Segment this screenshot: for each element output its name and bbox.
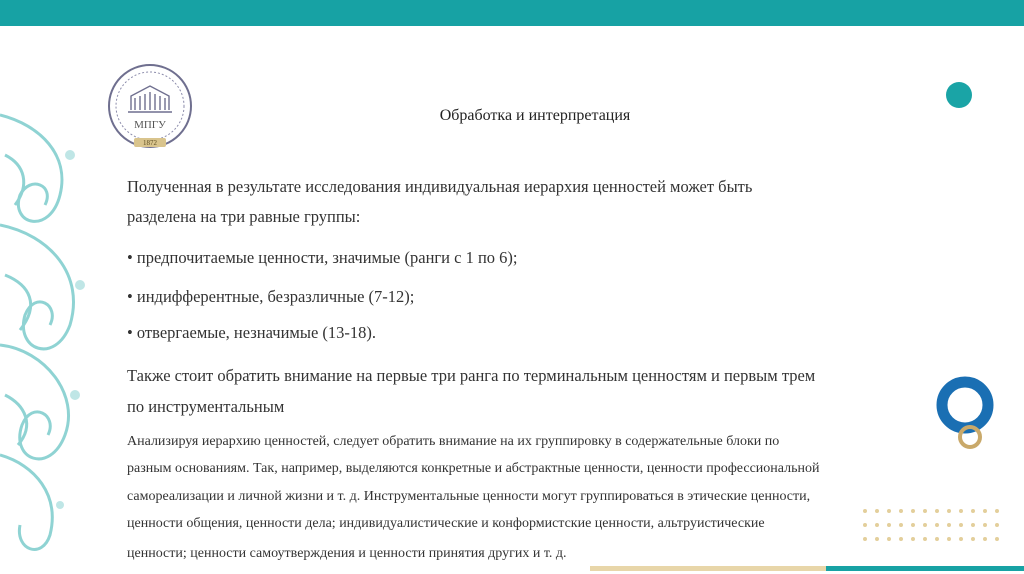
bullet-item: • индифферентные, безразличные (7-12);	[127, 287, 415, 306]
slide-title: Обработка и интерпретация	[439, 107, 631, 124]
gold-ring-icon	[956, 423, 984, 451]
university-seal-icon	[104, 62, 196, 154]
floral-ornament-icon	[0, 95, 100, 565]
bullet-item: • предпочитаемые ценности, значимые (ранги с 1 по 6);	[127, 248, 518, 267]
detail-text-line: разным основаниям. Так, например, выделяются конкретные и абстрактные ценности, ценности профессиональной	[127, 461, 820, 476]
dot-grid-icon	[860, 505, 1000, 555]
intro-text-line-1: Полученная в результате исследования индивидуальная иерархия ценностей может быть	[127, 177, 753, 196]
note-text-line-1: Также стоит обратить внимание на первые три ранга по терминальным ценностям и первым трем	[127, 366, 816, 385]
intro-text-line-2: разделена на три равные группы:	[127, 207, 361, 226]
note-text-line-2: по инструментальным	[127, 397, 285, 416]
logo-year: 1872	[143, 139, 157, 147]
logo-text: МПГУ	[134, 119, 166, 131]
detail-text-line: Анализируя иерархию ценностей, следует обратить внимание на их группировку в содержательные блоки по	[127, 434, 780, 449]
top-accent-bar	[0, 0, 1024, 26]
detail-text-line: ценности; ценности самоутверждения и ценности принятия других и т. д.	[127, 546, 567, 561]
teal-accent-line	[826, 566, 1024, 571]
gold-accent-line	[590, 566, 826, 571]
detail-text-line: ценности общения, ценности дела; индивидуалистические и конформистские ценности, альтруистические	[127, 516, 765, 531]
bullet-item: • отвергаемые, незначимые (13-18).	[127, 323, 377, 342]
detail-text-line: самореализации и личной жизни и т. д. Инструментальные ценности могут группироваться в этические ценности,	[127, 489, 811, 504]
teal-dot-icon	[946, 82, 972, 108]
